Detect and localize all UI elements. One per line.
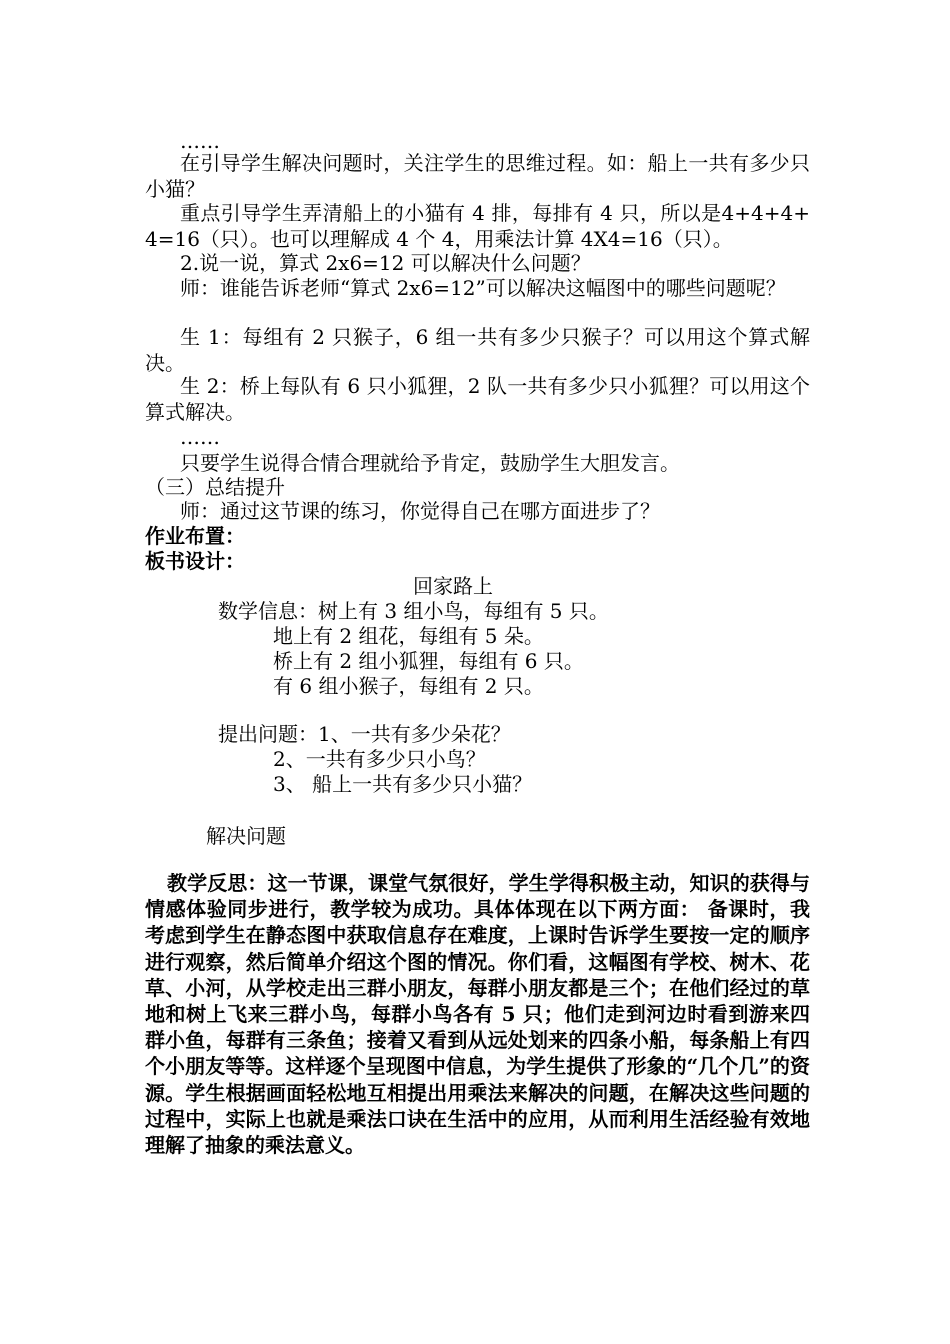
board-solve-problem: 解决问题 bbox=[206, 824, 286, 848]
paragraph-student-1: 生 1：每组有 2 只猴子，6 组一共有多少只猴子？可以用这个算式解决。 bbox=[145, 325, 810, 375]
paragraph-affirm: 只要学生说得合情合理就给予肯定，鼓励学生大胆发言。 bbox=[180, 451, 680, 475]
paragraph-guide: 在引导学生解决问题时，关注学生的思维过程。如：船上一共有多少只小猫？ bbox=[145, 151, 810, 201]
board-question-line-1: 提出问题：1、一共有多少朵花？ bbox=[218, 722, 511, 746]
paragraph-say: 2.说一说，算式 2x6=12 可以解决什么问题？ bbox=[180, 251, 591, 275]
board-question-line-3: 3、 船上一共有多少只小猫？ bbox=[273, 772, 533, 796]
ellipsis-top: …… bbox=[180, 129, 220, 153]
board-design-heading: 板书设计： bbox=[145, 549, 245, 573]
paragraph-teacher-question: 师：谁能告诉老师“算式 2x6=12”可以解决这幅图中的哪些问题呢？ bbox=[180, 276, 786, 300]
ellipsis-middle: …… bbox=[180, 425, 220, 449]
section-summary-heading: （三）总结提升 bbox=[145, 475, 285, 499]
board-info-line-4: 有 6 组小猴子，每组有 2 只。 bbox=[273, 674, 544, 698]
board-info-line-2: 地上有 2 组花，每组有 5 朵。 bbox=[273, 624, 544, 648]
paragraph-student-2: 生 2：桥上每队有 6 只小狐狸，2 队一共有多少只小狐狸？可以用这个算式解决。 bbox=[145, 374, 810, 424]
teaching-reflection: 教学反思：这一节课，课堂气氛很好，学生学得积极主动，知识的获得与情感体验同步进行，教学较为成功。具体体现在以下两方面： 备课时，我考虑到学生在静态图中获取信息存在难度，上课时告诉学生要按一定的顺序进行观察，然后简单介绍这个图的情况。你们看，这幅图有学校、树木、花草、小河，从学校走出三群小朋友，每群小朋友都是三个；在他们经过的草地和树上飞来三群小鸟，每群小鸟各有 5 只；他们走到河边时看到游来四群小鱼，每群有三条鱼；接着又看到从远处划来的四条小船，每条船上有四个小朋友等等。这样逐个呈现图中信息，为学生提供了形象的“几个几”的资源。学生根据画面轻松地互相提出用乘法来解决的问题，在解决这些问题的过程中，实际上也就是乘法口诀在生活中的应用，从而利用生活经验有效地理解了抽象的乘法意义。 bbox=[145, 871, 810, 1158]
board-info-line-3: 桥上有 2 组小狐狸，每组有 6 只。 bbox=[273, 649, 584, 673]
homework-heading: 作业布置： bbox=[145, 524, 245, 548]
board-question-line-2: 2、一共有多少只小鸟？ bbox=[273, 747, 486, 771]
board-info-line-1: 数学信息：树上有 3 组小鸟，每组有 5 只。 bbox=[218, 599, 609, 623]
paragraph-focus: 重点引导学生弄清船上的小猫有 4 排，每排有 4 只，所以是4+4+4+4=16（只）。也可以理解成 4 个 4，用乘法计算 4X4=16（只）。 bbox=[145, 201, 810, 251]
paragraph-summary: 师：通过这节课的练习，你觉得自己在哪方面进步了？ bbox=[180, 499, 660, 523]
board-title: 回家路上 bbox=[413, 574, 493, 598]
